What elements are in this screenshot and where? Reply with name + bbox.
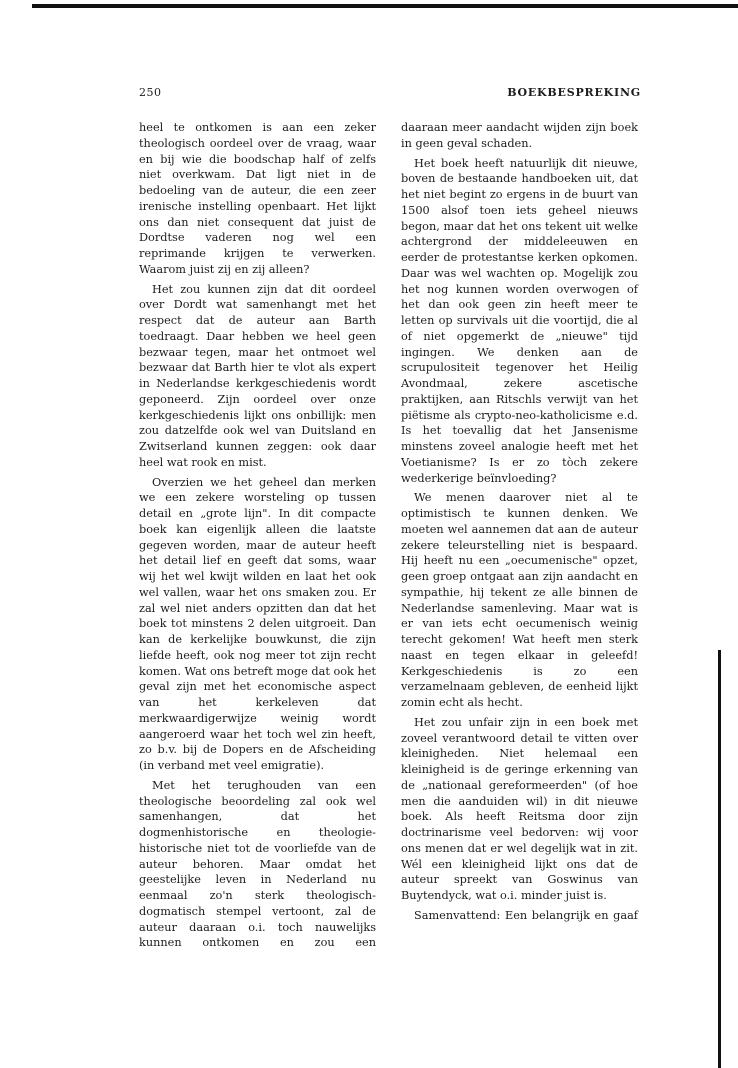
- paragraph: heel te ontkomen is aan een zeker theologisch oordeel over de vraag, waar en bij wie die boodschap half of zelfs niet overkwam. Dat ligt niet in de bedoeling van de auteur, die een zeer irenische instelling openbaart. Het lijkt ons dan niet consequent dat juist de Dordtse vaderen nog wel een reprimande krijgen te verwerken. Waarom juist zij en zij alleen?: [139, 121, 376, 276]
- paragraph: Het zou kunnen zijn dat dit oordeel over Dordt wat samenhangt met het respect dat de auteur aan Barth toedraagt. Daar hebben we heel geen bezwaar tegen, maar het ontmoet wel bezwaar dat Barth hier te vlot als expert in Nederlandse kerkgeschiedenis wordt geponeerd. Zijn oordeel over onze kerkgeschiedenis lijkt ons onbillijk: men zou datzelfde ook wel van Duitsland en Zwitserland kunnen zeggen: ook daar heel wat rook en mist.: [139, 282, 376, 469]
- scan-left-border: [32, 4, 35, 8]
- page-number: 250: [139, 86, 162, 99]
- paragraph: We menen daarover niet al te optimistisch te kunnen denken. We moeten wel aannemen dat aan de auteur zekere teleurstelling niet is bespaard. Hij heeft nu een „oecumenische" opzet, geen groep ontgaat aan zijn aandacht en sympathie, hij tekent ze alle binnen de Nederlandse samenleving. Maar wat is er van iets echt oecumenisch weinig terecht gekomen! Wat heeft men sterk naast en tegen elkaar in geleefd! Kerkgeschiedenis is zo een verzamelnaam gebleven, de eenheid lijkt zomin echt als hecht.: [401, 491, 638, 709]
- page-header: [139, 86, 641, 104]
- paragraph: Het zou unfair zijn in een boek met zoveel verantwoord detail te vitten over kleinigheden. Niet helemaal een kleinigheid is de geringe erkenning van de „nationaal gereformeerden" (of hoe men die aanduiden wil) in dit nieuwe boek. Als heeft Reitsma door zijn doctrinarisme veel bedorven: wij voor ons menen dat er wel degelijk wat in zit. Wél een kleinigheid lijkt ons dat de auteur spreekt van Goswinus van Buytendyck, wat o.i. minder juist is.: [401, 715, 638, 902]
- paragraph: Overzien we het geheel dan merken we een zekere worsteling op tussen detail en „grote lijn". In dit compacte boek kan eigenlijk alleen die laatste gegeven worden, maar de auteur heeft het detail lief en geeft dat soms, waar wij het wel kwijt wilden en laat het ook wel vallen, waar het ons smaken zou. Er zal wel niet anders opzitten dan dat het boek tot minstens 2 delen uitgroeit. Dan kan de kerkelijke bouwkunst, die zijn liefde heeft, ook nog meer tot zijn recht komen. Wat ons betreft moge dat ook het geval zijn met het economische aspect van het kerkeleven dat merkwaardigerwijze weinig wordt aangeroerd waar het toch wel zin heeft, zo b.v. bij de Dopers en de Afscheiding (in verband met veel emigratie).: [139, 475, 376, 772]
- scan-right-border: [718, 650, 721, 1068]
- paragraph: Het boek heeft natuurlijk dit nieuwe, boven de bestaande handboeken uit, dat het niet begint zo ergens in de buurt van 1500 alsof toen iets geheel nieuws begon, maar dat het ons tekent uit welke achtergrond der middeleeuwen en eerder de protestantse kerken opkomen. Daar was wel wachten op. Mogelijk zou het nog kunnen worden overwogen of het dan ook geen zin heeft meer te letten op survivals uit die voortijd, die al of niet opgemerkt de „nieuwe" tijd ingingen. We denken aan de scrupulositeit tegenover het Heilig Avondmaal, zekere ascetische praktijken, aan Ritschls verwijt van het piëtisme als crypto-neo-katholicisme e.d. Is het toevallig dat het Jansenisme minstens zoveel analogie heeft met het Voetianisme? Is er zo tòch zekere wederkerige beïnvloeding?: [401, 156, 638, 485]
- paragraph: Met het terughouden van een theologische beoordeling zal ook wel samenhangen, dat het dogmenhistorische en theologie-historische niet tot de voorliefde van de auteur behoren. Maar omdat het geestelijke leven in Nederland nu eenmaal zo'n sterk theologisch-dogmatisch stempel vertoont, zal de auteur daaraan o.i. toch nauwelijks kunnen ontkomen en zou een: [139, 778, 376, 950]
- text-column-left: [139, 120, 376, 951]
- paragraph: daaraan meer aandacht wijden zijn boek in geen geval schaden.: [401, 121, 638, 150]
- running-head: BOEKBESPREKING: [507, 86, 641, 99]
- paragraph: Samenvattend: Een belangrijk en gaaf: [414, 908, 638, 922]
- text-column-right: [401, 120, 638, 924]
- scan-top-border: [32, 4, 738, 8]
